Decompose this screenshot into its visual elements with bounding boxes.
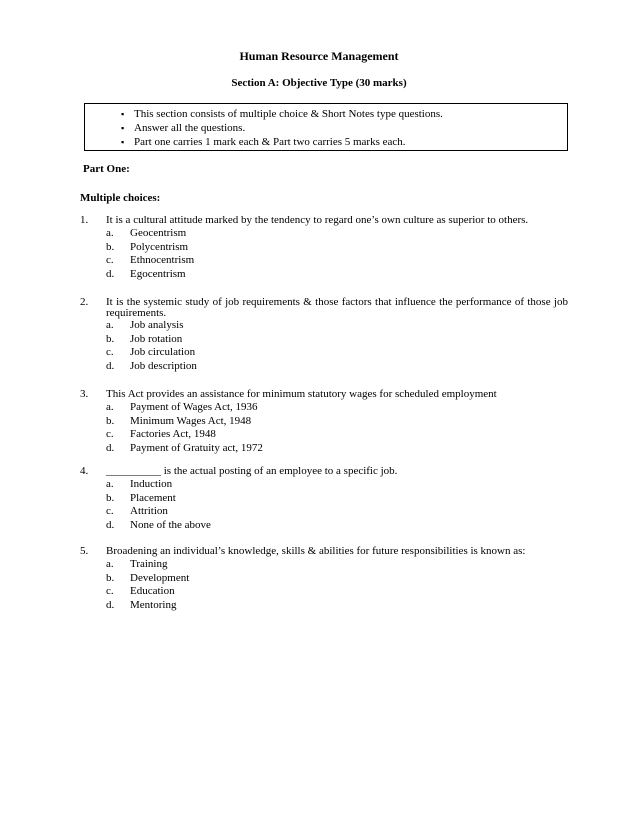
option-item bbox=[106, 558, 568, 572]
option-letter: d. bbox=[106, 598, 115, 611]
options-list bbox=[80, 227, 568, 281]
instruction-item bbox=[121, 136, 443, 150]
bullet-icon: ▪ bbox=[121, 123, 125, 133]
question-2 bbox=[80, 297, 568, 373]
options-list bbox=[80, 558, 568, 612]
option-text: Ethnocentrism bbox=[130, 254, 195, 266]
option-text: Development bbox=[130, 571, 190, 584]
question-number: 4. bbox=[80, 465, 89, 477]
question-number: 5. bbox=[80, 545, 89, 557]
option-item bbox=[106, 572, 568, 586]
option-item bbox=[106, 599, 568, 613]
option-item bbox=[106, 519, 568, 533]
question-number: 2. bbox=[80, 296, 89, 308]
options-list bbox=[80, 401, 568, 455]
option-item bbox=[106, 428, 568, 442]
instruction-text: This section consists of multiple choice & Short Notes type questions. bbox=[134, 108, 443, 120]
question-stem bbox=[80, 465, 568, 478]
instruction-item bbox=[121, 108, 443, 122]
option-letter: a. bbox=[106, 319, 114, 331]
option-letter: a. bbox=[106, 478, 114, 490]
question-stem bbox=[80, 214, 568, 227]
bullet-icon: ▪ bbox=[121, 137, 125, 147]
option-letter: a. bbox=[106, 227, 114, 239]
question-number: 3. bbox=[80, 388, 89, 400]
option-text: Education bbox=[130, 585, 175, 597]
option-item bbox=[106, 333, 568, 347]
option-letter: d. bbox=[106, 518, 115, 531]
option-item bbox=[106, 319, 568, 333]
option-text: None of the above bbox=[130, 518, 211, 531]
option-text: Job rotation bbox=[130, 332, 183, 345]
option-letter: c. bbox=[106, 254, 114, 266]
document-title: Human Resource Management bbox=[239, 49, 399, 63]
question-stem bbox=[80, 545, 568, 558]
option-letter: c. bbox=[106, 346, 114, 358]
option-letter: b. bbox=[106, 414, 115, 427]
option-item bbox=[106, 415, 568, 429]
question-text: It is a cultural attitude marked by the tendency to regard one’s own culture as superior to others. bbox=[106, 214, 529, 226]
option-letter: c. bbox=[106, 585, 114, 597]
option-text: Payment of Wages Act, 1936 bbox=[130, 401, 258, 413]
option-item bbox=[106, 401, 568, 415]
instructions-box bbox=[84, 103, 568, 151]
option-item bbox=[106, 227, 568, 241]
part-heading: Part One: bbox=[83, 163, 130, 175]
option-letter: b. bbox=[106, 571, 115, 584]
option-item bbox=[106, 254, 568, 268]
question-text: This Act provides an assistance for minimum statutory wages for scheduled employment bbox=[106, 388, 497, 400]
option-text: Induction bbox=[130, 478, 173, 490]
option-letter: b. bbox=[106, 491, 115, 504]
instructions-list bbox=[121, 108, 443, 150]
instruction-item bbox=[121, 122, 443, 136]
option-letter: d. bbox=[106, 359, 115, 372]
question-stem bbox=[80, 388, 568, 401]
option-text: Mentoring bbox=[130, 598, 177, 611]
option-item bbox=[106, 585, 568, 599]
options-list bbox=[80, 478, 568, 532]
option-letter: a. bbox=[106, 558, 114, 570]
question-text: Broadening an individual’s knowledge, skills & abilities for future responsibilities is known as: bbox=[106, 545, 526, 557]
option-letter: a. bbox=[106, 401, 114, 413]
bullet-icon: ▪ bbox=[121, 109, 125, 119]
question-3 bbox=[80, 388, 568, 455]
option-text: Job analysis bbox=[130, 319, 184, 331]
option-text: Attrition bbox=[130, 505, 168, 517]
option-text: Job circulation bbox=[130, 346, 196, 358]
option-item bbox=[106, 442, 568, 456]
question-4 bbox=[80, 465, 568, 532]
question-1 bbox=[80, 214, 568, 281]
section-subtitle: Section A: Objective Type (30 marks) bbox=[231, 77, 407, 89]
option-item bbox=[106, 346, 568, 360]
option-letter: c. bbox=[106, 428, 114, 440]
multiple-choices-heading: Multiple choices: bbox=[80, 192, 161, 204]
question-text: It is the systemic study of job requirements & those factors that influence the performance of those job requirements. bbox=[106, 296, 568, 319]
option-text: Minimum Wages Act, 1948 bbox=[130, 414, 252, 427]
question-text: __________ is the actual posting of an employee to a specific job. bbox=[106, 465, 398, 477]
option-text: Placement bbox=[130, 491, 176, 504]
instruction-text: Part one carries 1 mark each & Part two carries 5 marks each. bbox=[134, 136, 406, 148]
option-text: Training bbox=[130, 558, 168, 570]
option-text: Job description bbox=[130, 359, 197, 372]
option-item bbox=[106, 505, 568, 519]
options-list bbox=[80, 319, 568, 373]
option-item bbox=[106, 492, 568, 506]
option-item bbox=[106, 241, 568, 255]
option-text: Geocentrism bbox=[130, 227, 187, 239]
option-letter: d. bbox=[106, 441, 115, 454]
question-stem bbox=[80, 297, 568, 319]
option-letter: c. bbox=[106, 505, 114, 517]
question-number: 1. bbox=[80, 214, 89, 226]
option-letter: b. bbox=[106, 332, 115, 345]
option-text: Egocentrism bbox=[130, 267, 186, 280]
option-letter: d. bbox=[106, 267, 115, 280]
option-item bbox=[106, 478, 568, 492]
option-item bbox=[106, 360, 568, 374]
question-5 bbox=[80, 545, 568, 612]
option-item bbox=[106, 268, 568, 282]
option-text: Payment of Gratuity act, 1972 bbox=[130, 441, 263, 454]
option-text: Factories Act, 1948 bbox=[130, 428, 216, 440]
option-text: Polycentrism bbox=[130, 240, 189, 253]
instruction-text: Answer all the questions. bbox=[134, 122, 246, 134]
option-letter: b. bbox=[106, 240, 115, 253]
